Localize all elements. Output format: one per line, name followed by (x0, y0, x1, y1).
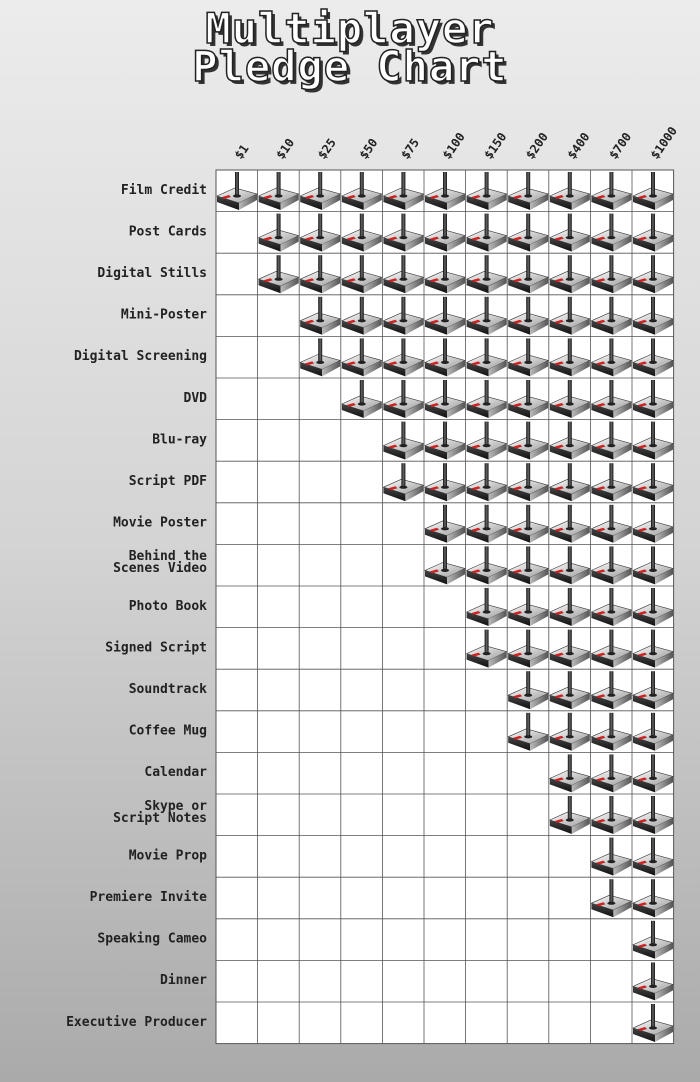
row-label: Blu-ray (152, 432, 207, 448)
tier-label: $25 (314, 135, 339, 162)
row-label: Dinner (160, 973, 207, 989)
row-label: Signed Script (105, 640, 207, 656)
row-label: Mini-Poster (120, 307, 207, 323)
tier-label: $75 (398, 135, 423, 162)
row-label: Photo Book (128, 598, 207, 614)
row-label: Digital Stills (97, 266, 207, 281)
row-label: Film Credit (120, 182, 207, 198)
chart-title-line-2: Pledge Chart (192, 42, 508, 91)
tier-label: $1000 (647, 124, 680, 162)
row-label: Script PDF (128, 474, 207, 489)
row-label: Calendar (144, 765, 207, 781)
row-label: Premiere Invite (89, 890, 207, 905)
tier-label: $1 (231, 141, 252, 162)
row-label: Post Cards (128, 224, 207, 240)
row-label: Speaking Cameo (97, 931, 207, 947)
tier-label: $400 (564, 130, 593, 162)
row-label: Movie Prop (128, 848, 207, 864)
tier-label: $10 (273, 135, 298, 162)
row-label: DVD (183, 390, 207, 406)
tier-label: $100 (439, 130, 468, 162)
row-label: Executive Producer (66, 1014, 207, 1030)
row-label: Movie Poster (113, 515, 207, 531)
tier-label: $50 (356, 135, 381, 162)
row-label: Skype or Script Notes (113, 798, 207, 826)
tier-label: $700 (606, 130, 635, 162)
row-label: Digital Screening (73, 349, 207, 365)
tier-label: $150 (481, 130, 510, 162)
row-label: Soundtrack (128, 682, 207, 697)
row-label: Coffee Mug (128, 723, 207, 739)
chart-title-line-1: Multiplayer (205, 4, 495, 53)
tier-label: $200 (522, 130, 552, 162)
row-label: Behind the Scenes Video (113, 549, 207, 577)
